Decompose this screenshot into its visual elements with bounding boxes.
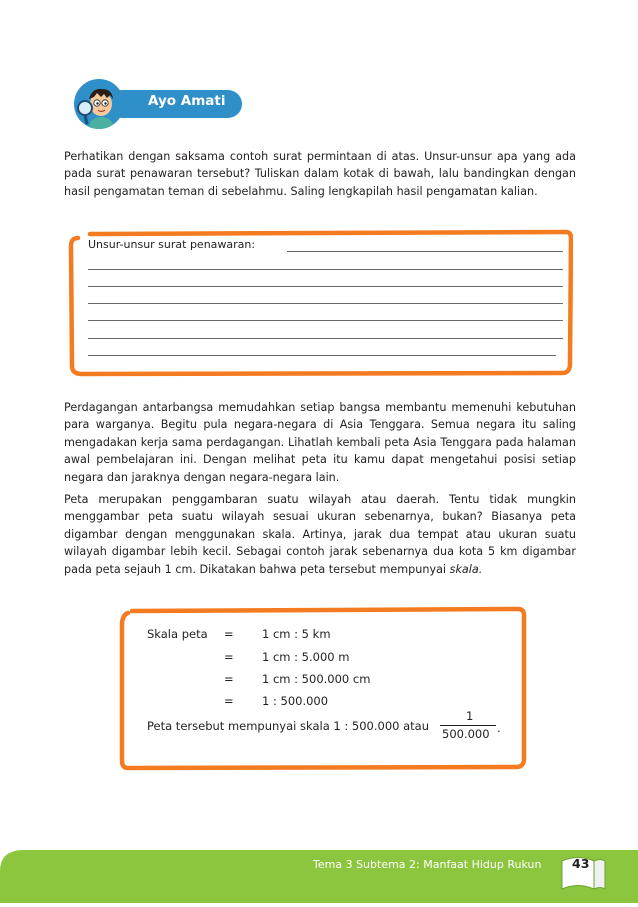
scale-conclusion: Peta tersebut mempunyai skala 1 : 500.000 atau — [147, 719, 430, 733]
paragraph-map — [64, 491, 576, 578]
answer-line[interactable] — [88, 303, 563, 304]
answer-line[interactable] — [88, 355, 556, 356]
scale-row: 1 : 500.000 — [262, 694, 329, 708]
paragraph-map-end: skala. — [449, 562, 483, 576]
equals-sign: = — [224, 627, 234, 641]
equals-sign: = — [224, 694, 234, 708]
answer-line[interactable] — [88, 269, 563, 270]
page-number: 43 — [572, 856, 590, 871]
scale-row: 1 cm : 5 km — [262, 627, 331, 641]
scale-label: Skala peta — [147, 627, 208, 641]
paragraph-map-text: Peta merupakan penggambaran suatu wilayah atau daerah. Tentu tidak mungkin menggambar peta suatu wilayah sesuai ukuran sebenarnya, bukan? Biasanya peta digambar dengan menggunakan skala. Artinya, jarak dua tempat atau ukuran suatu wilayah digambar lebih kecil. Sebagai contoh jarak sebenarnya dua kota 5 km digambar pada peta sejauh 1 cm. Dikatakan bahwa peta tersebut mempunyai — [64, 493, 576, 576]
paragraph-trade: Perdagangan antarbangsa memudahkan setiap bangsa membantu memenuhi kebutuhan para warganya. Begitu pula negara-negara di Asia Tenggara. Semua negara itu saling mengadakan kerja sama perdagangan. Lihatlah kembali peta Asia Tenggara pada halaman awal pembelajaran ini. Dengan melihat peta itu kamu dapat mengetahui posisi setiap negara dan jaraknya dengan negara-negara lain. — [64, 401, 576, 484]
footer-theme-title: Tema 3 Subtema 2: Manfaat Hidup Rukun — [313, 858, 542, 871]
answer-line[interactable] — [287, 251, 563, 252]
character-avatar — [74, 79, 124, 129]
answer-line[interactable] — [88, 286, 563, 287]
answer-prompt: Unsur-unsur surat penawaran: — [88, 238, 256, 251]
equals-sign: = — [224, 650, 234, 664]
fraction-denominator: 500.000 — [442, 727, 490, 741]
fraction-bar — [440, 725, 496, 726]
answer-prompt-line — [88, 238, 564, 252]
fraction-numerator: 1 — [466, 709, 474, 723]
intro-paragraph: Perhatikan dengan saksama contoh surat permintaan di atas. Unsur-unsur apa yang ada pada surat penawaran tersebut? Tuliskan dalam kotak di bawah, lalu bandingkan dengan hasil pengamatan teman di sebelahmu. Saling lengkapilah hasil pengamatan kalian. — [64, 150, 576, 198]
scale-row: 1 cm : 5.000 m — [262, 650, 350, 664]
character-icon — [74, 79, 124, 129]
answer-line[interactable] — [88, 338, 563, 339]
badge-title: Ayo Amati — [148, 93, 226, 109]
fraction-end: . — [497, 721, 501, 735]
equals-sign: = — [224, 672, 234, 686]
scale-row: 1 cm : 500.000 cm — [262, 672, 371, 686]
answer-line[interactable] — [88, 320, 563, 321]
